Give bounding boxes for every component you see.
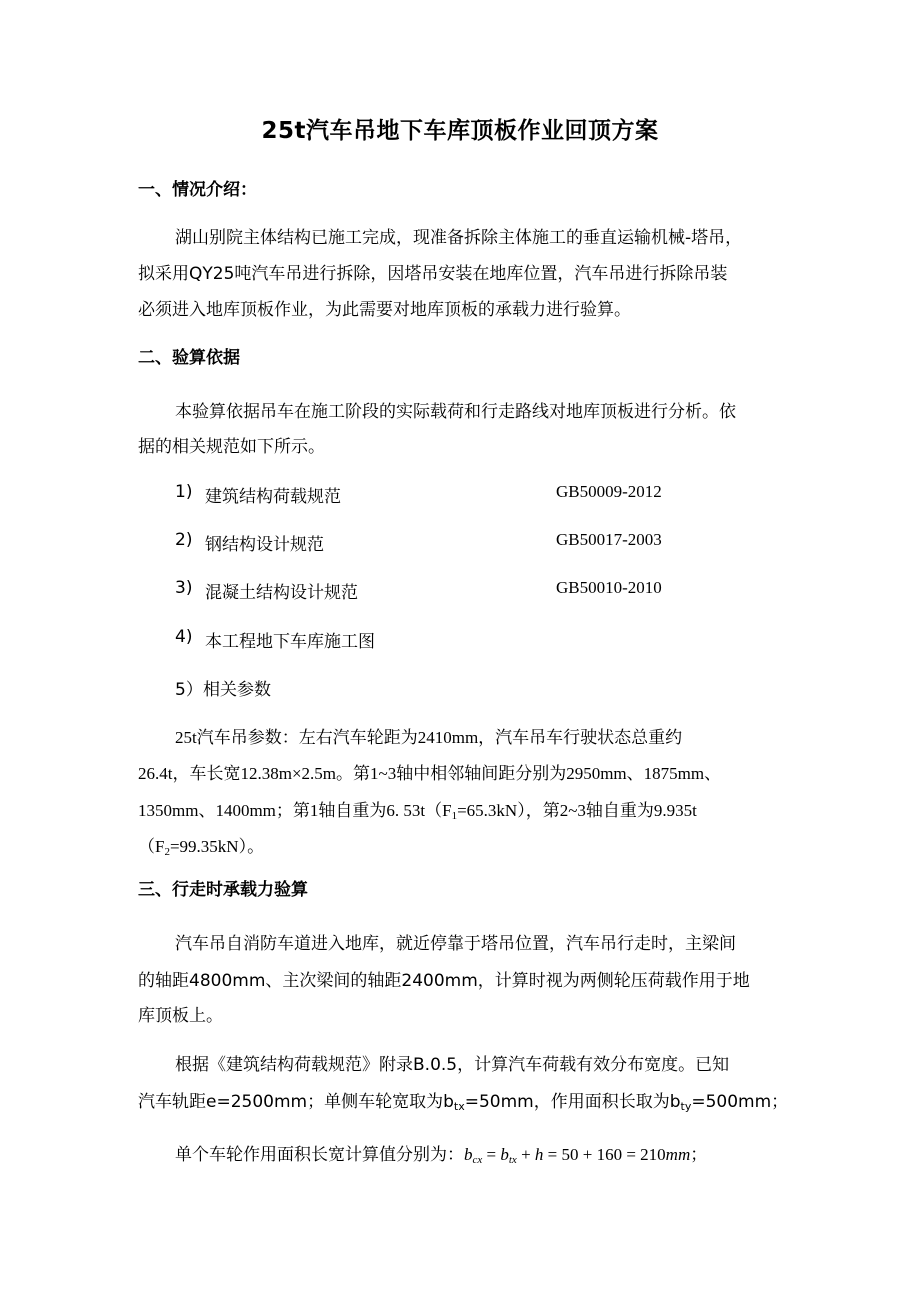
- params-line: 1350mm、1400mm；第1轴自重为6. $53t(F_1=65.3kN)$，第2~3轴自重为9.935t: [138, 801, 697, 822]
- section-1-heading: 一、情况介绍：: [138, 180, 257, 200]
- formula: $b_{cx} = b_{tx} + h = 50 + 160 = 210mm$: [464, 1145, 691, 1166]
- formula-line: 单个车轮作用面积长宽计算值分别为：$b_{cx} = b_{tx} + h = 50 + 160 = 210mm$；: [175, 1145, 708, 1166]
- reference-name: 相关参数: [203, 680, 271, 700]
- section-3-line: 的轴距4800mm、主次梁间的轴距2400mm，计算时视为两侧轮压荷载作用于地: [138, 971, 750, 991]
- reference-number: 4): [175, 627, 193, 647]
- section-1-line: 必须进入地库顶板作业，为此需要对地库顶板的承载力进行验算。: [138, 300, 631, 320]
- section-3-heading: 三、行走时承载力验算: [138, 880, 308, 900]
- section-1-line: 湖山别院主体结构已施工完成，现准备拆除主体施工的垂直运输机械-塔吊，: [175, 228, 743, 248]
- reference-number: 2): [175, 530, 193, 550]
- reference-name: 本工程地下车库施工图: [205, 632, 375, 652]
- reference-code: GB50017-2003: [556, 530, 662, 549]
- reference-name: 钢结构设计规范: [205, 535, 324, 555]
- reference-code: GB50009-2012: [556, 482, 662, 501]
- section-2-line: 本验算依据吊车在施工阶段的实际载荷和行走路线对地库顶板进行分析。依: [175, 402, 736, 422]
- section-3-line: 根据《建筑结构荷载规范》附录B.0.5，计算汽车荷载有效分布宽度。已知: [175, 1055, 730, 1075]
- reference-code: GB50010-2010: [556, 578, 662, 597]
- reference-number: 5）: [175, 680, 203, 700]
- section-3-line: 库顶板上。: [138, 1006, 223, 1026]
- document-title: 25t汽车吊地下车库顶板作业回顶方案: [261, 118, 659, 144]
- section-3-line: 汽车吊自消防车道进入地库，就近停靠于塔吊位置，汽车吊行走时，主梁间: [175, 934, 736, 954]
- section-2-line: 据的相关规范如下所示。: [138, 437, 325, 457]
- section-1-line: 拟采用QY25吨汽车吊进行拆除，因塔吊安装在地库位置，汽车吊进行拆除吊装: [138, 264, 728, 284]
- params-line: 26.4t，车长宽12.38m×2.5m。第1~3轴中相邻轴间距分别为2950mm、1875mm、: [138, 764, 722, 783]
- reference-number: 1): [175, 482, 193, 502]
- section-3-line: 汽车轨距e=2500mm；单侧车轮宽取为$b_{tx}=50mm$，作用面积长取为$b_{ty}=500mm$；: [138, 1092, 789, 1113]
- reference-number: 3): [175, 578, 193, 598]
- params-line: $(F_2=99.35kN)$。: [138, 837, 265, 858]
- reference-name: 建筑结构荷载规范: [205, 487, 341, 507]
- section-2-heading: 二、验算依据: [138, 348, 240, 368]
- reference-name: 混凝土结构设计规范: [205, 583, 358, 603]
- params-line: 25t汽车吊参数：左右汽车轮距为2410mm，汽车吊车行驶状态总重约: [175, 728, 683, 747]
